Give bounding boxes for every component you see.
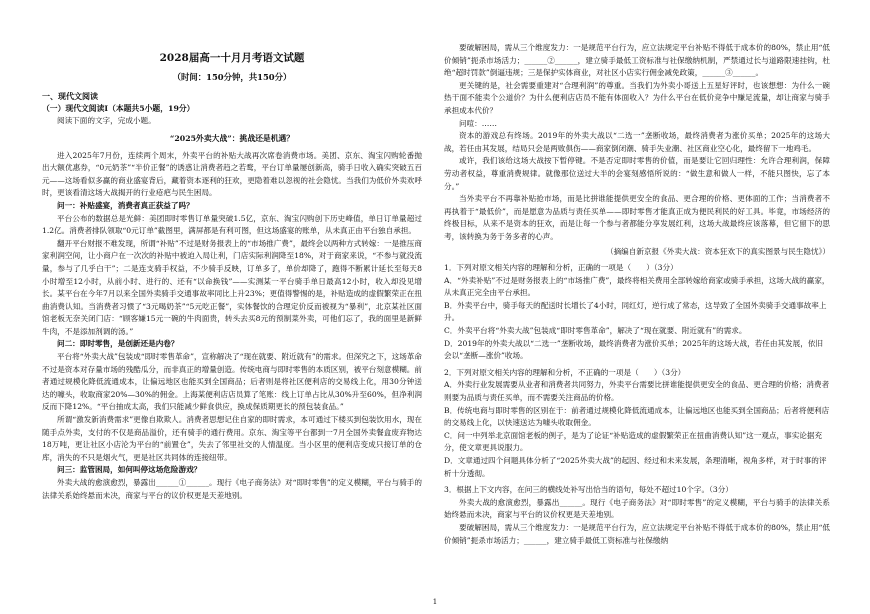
exam-title: 2028届高一十月月考语文试题 (159, 52, 305, 64)
reading-instruction: 阅读下面的文字，完成小题。 (57, 116, 156, 126)
article-paragraph: 更关键的是，社会需要重建对“合理利润”的尊重。当我们为外卖小哥送上五星好评时，也该想想：为什么一碗热干面不能卖个公道价？为什么便利店店员不能有体面收入？为什么平台在低价竞争中赚足流量，却让商家与骑手承担成本代价？ (444, 80, 830, 115)
page-number: 1 (432, 598, 438, 606)
article-paragraph: 当外卖平台不再靠补贴抢市场，而是比拼谁能提供更安全的食品、更合理的价格、更体面的工作；当消费者不再执着于“最低价”，而是愿意为品质与责任买单——即时零售才能真正成为便民利民的好工具。毕竟，市场经济的终极目标，从来不是资本的狂欢，而是让每一个参与者都能分享发展红利，这场大战最终应该落幕，但它留下的思考，该转换为务于务多者的心声。 (444, 194, 830, 241)
question-passage: 外卖大战的愈演愈烈，暴露出______。现行《电子商务法》对“即时零售”的定义模糊，平台与骑手的法律关系始终悬而未决，商家与平台的议价权更是天差地别。 (444, 497, 830, 520)
article-paragraph: 翻开平台财报不难发现，所谓“补贴”不过是财务报表上的“市场推广费”，最终会以两种方式转嫁：一是推压商家利润空间，让小商户在一次次的补贴中被迫入局让利，门店实际利润降至18%，对于商家来说，“不参与就没流量，参与了几乎白干”；二是连支骑手权益，不少骑手反映，订单多了，单价却降了，跑得不断累计延长至每天8小时增至12小时，从前小时、进行的、还有“以命换钱”——实测某一平台骑手单日最高12小时，收入却没见增长。某平台在今年7月以来全国外卖骑手交通事故率同比上升23%；更值得警惕的是，补贴造成的虚假繁荣正在扭曲消费认知。当消费者习惯了“3元喝奶茶”“5元吃正餐”，实体餐饮的合理定价反而被视为“暴利”，北京某社区面馆老板无奈关闭门店：“顾客嫌15元一碗的牛肉面贵，转头去买8元的预制菜外卖，可他们忘了，我的面里是新鲜牛肉，不是添加剂调的汤。” (42, 238, 422, 336)
question-2 (444, 367, 830, 480)
article-question-heading: 问三：监管困局，如何叫停这场危险游戏？ (57, 465, 202, 475)
question-passage: 要破解困局，需从三个维度发力：一是规范平台行为，应立法规定平台补贴不得低于成本价的80%，禁止用“低价倾销”扼杀市场活力；______，建立骑手最低工资标准与社保缴纳 (444, 522, 830, 545)
option-b: B．传统电商与即时零售的区别在于：前者通过规模化降低流通成本，让偏远地区也能买到全国商品；后者将便利店的交易线上化，以快速送达为噱头收取佣金。 (444, 405, 830, 428)
left-column (42, 42, 422, 502)
question-stem: 2．下列对原文相关内容的理解和分析，不正确的一项是（ ）（3分） (444, 367, 686, 377)
section-heading: 一、现代文阅读 (42, 91, 98, 102)
option-c: C．外卖平台将“外卖大战”包装成“即时零售革命”，解决了“现在就要、附近就有”的需求。 (444, 326, 747, 336)
article-paragraph: 平台公布的数据总是光鲜：美团即时零售订单量突破1.5亿，京东、淘宝闪购创下历史峰值，单日订单量超过1.2亿。消费者排队领取“0元订单”截图里，满屏都是有利可图，但这场盛宴的账单，从未真正由平台独自承担。 (42, 213, 422, 236)
article-paragraph: 资本的游戏总有终场。2019年的外卖大战以“二选一”垄断收场，最终消费者为涨价买单；2025年的这场大战，若任由其发展，结局只会是两败俱伤——商家倒闭潮、骑手失业潮、社区商业空心化，最终留下一地鸡毛。 (444, 131, 830, 153)
article-question-heading: 问二：即时零售，是创新还是内卷？ (57, 339, 179, 349)
option-c: C．问一中列举北京面馆老板的例子，是为了论证“补贴造成的虚假繁荣正在扭曲消费认知”这一观点，事实论据充分，使文章更具说服力。 (444, 430, 823, 453)
article-source: （摘编自新京报《外卖大战：资本狂欢下的真实图景与民生隐忧》） (605, 246, 830, 256)
article-paragraph: 外卖大战的愈演愈烈，暴露出______①______。现行《电子商务法》对“即时零售”的定义模糊，平台与骑手的法律关系始终悬而未决，商家与平台的议价权更是天差地别。 (42, 478, 422, 500)
option-d: D．文章通过四个问题具体分析了“2025外卖大战”的起因、经过和未来发展，条理清晰，视角多样，对于时事的评析十分透彻。 (444, 456, 827, 478)
article-paragraph: 进入2025年7月份，连续两个周末，外卖平台的补贴大战再次席卷消费市场。美团、京东、淘宝闪购轮番抛出大额优惠券，“0元奶茶”“半价正餐”的诱惑让消费者趋之若鹜，平台订单量屡创新高，骑手日收入确实突破五百元——这场看似多赢的商业盛宴背后，藏着资本逐利的狂欢，更隐着难以忽视的社会隐忧。当我们为低价外卖欢呼时，更该看清这场大战揭开的行业疮疤与民生困局。 (42, 150, 422, 198)
article-paragraph: 问喧：…… (459, 118, 497, 128)
option-a: A．“外卖补贴”不过是财务报表上的“市场推广费”，最终将相关费用全部转嫁给商家或骑手承担，这场大战的赢家，从未真正完全由平台承担。 (444, 275, 830, 298)
article-paragraph: 平台将“外卖大战”包装成“即时零售革命”，宣称解决了“现在就要、附近就有”的需求。但深究之下，这场革命不过是资本对存量市场的残酷瓜分，而非真正的增量创造。传统电商与即时零售的本质区别，被平台刻意模糊。前者通过规模化降低流通成本，让偏远地区也能买到全国商品；后者则是将社区便利店的交易线上化，用30分钟送达的噱头，收取商家20%—30%的佣金。上海某便利店店员算了笔账：线上订单占比从30%升至60%，但净利润反而下降12%。“平台抽成太高，我们只能减少鲜食供应，换成保质期更长的预包装食品。” (42, 352, 423, 412)
option-a: A．外卖行业发展需要从业者和消费者共同努力，外卖平台需要比拼谁能提供更安全的食品、更合理的价格；消费者则要为品质与责任买单，而不需要关注商品的价格。 (444, 380, 830, 403)
article-paragraph: 所谓“激发新消费需求”更像自欺欺人。消费者思想记住自家的即时需求，本可通过下楼买到包装饮用水，现在随手点外卖，支付的不仅是商品溢价，还有骑手的通行费用。京东、淘宝等平台都到一7月全国外卖餐盒废弃物达18万吨，更让社区小店沦为平台的“前置仓”，失去了邻里社交的人情温度。当小区里的便利店变成只接订单的仓库，消失的不只是烟火气，更是社区共同体的连接纽带。 (42, 415, 422, 462)
question-1 (444, 262, 830, 363)
subsection-heading: （一）现代文阅读Ⅰ（本题共5小题，19分） (42, 103, 195, 113)
option-d: D．2019年的外卖大战以“二选一”垄断收场，最终消费者为涨价买单；2025年的这场大战，若任由其发展，依旧会以“垄断—涨价”收场。 (444, 338, 824, 361)
article-question-heading: 问一：补贴盛宴，消费者真正获益了吗？ (57, 200, 194, 210)
question-stem: 3．根据上下文内容，在问三的横线处补写出恰当的语句，每处不超过10个字。（3分） (444, 485, 733, 495)
article-paragraph: 或许，我们该给这场大战按下暂停键。不是否定即时零售的价值，而是要让它回归理性：允许合理利润，保障劳动者权益，尊重消费规律。就像那位送过大半的会宴刻感悟所说的：“做生意和做人一样，不能只图快，忘了本分。” (444, 156, 830, 191)
question-stem: 1．下列对原文相关内容的理解和分析，正确的一项是（ ）（3分） (444, 263, 678, 273)
question-3 (444, 484, 830, 547)
option-b: B．外卖平台中，骑手每天的配送时长增长了4小时，同红灯，逆行成了常态，这导致了全国外卖骑手交通事故率上升。 (444, 300, 827, 323)
article-title: “2025外卖大战”：挑战还是机遇？ (169, 133, 295, 143)
article-paragraph: 要破解困局，需从三个维度发力：一是规范平台行为，应立法规定平台补贴不得低于成本价的80%，禁止用“低价倾销”扼杀市场活力；______②______，建立骑手最低工资标准与社保缴纳机制，严禁通过长与道路限速挂钩，杜绝“超时罚款”倒逼违规；三是保护实体商业，对社区小店实行佣金减免政策，______③______。 (444, 43, 830, 78)
exam-subtitle: （时间：150分钟，共150分） (172, 71, 292, 82)
right-column (444, 42, 830, 547)
